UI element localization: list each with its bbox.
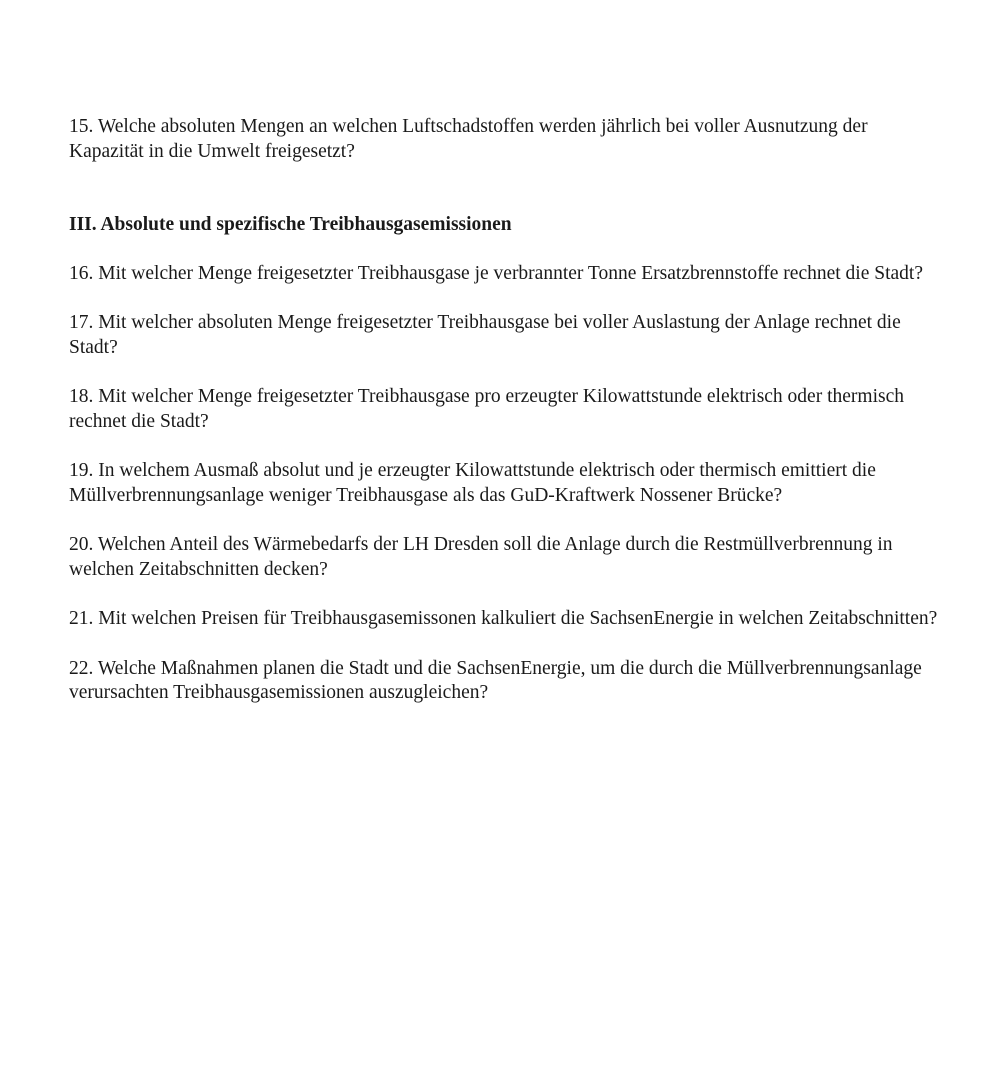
question-22: 22. Welche Maßnahmen planen die Stadt und die SachsenEnergie, um die durch die Müllverbrennungsanlage verursachten Treibhausgasemissionen auszugleichen? — [69, 657, 922, 703]
question-21: 21. Mit welchen Preisen für Treibhausgasemissonen kalkuliert die SachsenEnergie in welchen Zeitabschnitten? — [69, 608, 938, 629]
question-15: 15. Welche absoluten Mengen an welchen Luftschadstoffen werden jährlich bei voller Ausnutzung der Kapazität in die Umwelt freigesetzt? — [69, 116, 868, 162]
question-18: 18. Mit welcher Menge freigesetzter Treibhausgase pro erzeugter Kilowattstunde elektrisch oder thermisch rechnet die Stadt? — [69, 386, 904, 432]
question-17: 17. Mit welcher absoluten Menge freigesetzter Treibhausgase bei voller Auslastung der Anlage rechnet die Stadt? — [69, 312, 901, 358]
question-20: 20. Welchen Anteil des Wärmebedarfs der LH Dresden soll die Anlage durch die Restmüllverbrennung in welchen Zeitabschnitten decken? — [69, 534, 893, 580]
section-heading: III. Absolute und spezifische Treibhausgasemissionen — [69, 214, 512, 235]
question-19: 19. In welchem Ausmaß absolut und je erzeugter Kilowattstunde elektrisch oder thermisch emittiert die Müllverbrennungsanlage weniger Treibhausgase als das GuD-Kraftwerk Nossener Brücke? — [69, 460, 876, 506]
document-page — [69, 115, 939, 731]
question-16: 16. Mit welcher Menge freigesetzter Treibhausgase je verbrannter Tonne Ersatzbrennstoffe rechnet die Stadt? — [69, 262, 923, 284]
